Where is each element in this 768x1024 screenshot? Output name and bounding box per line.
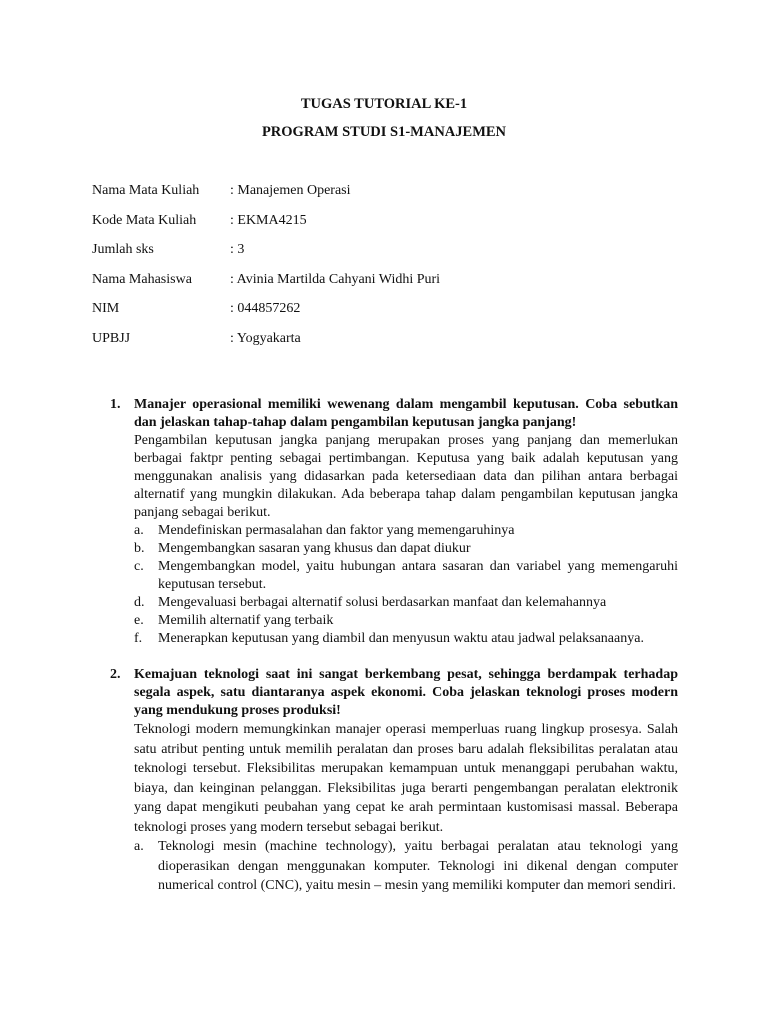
option-text: Mendefiniskan permasalahan dan faktor yang memengaruhinya [158, 523, 515, 538]
option-letter: c. [134, 559, 144, 574]
question-number: 1. [110, 397, 121, 412]
info-label: Nama Mata Kuliah [92, 183, 200, 198]
info-value: : EKMA4215 [230, 212, 307, 228]
document-title: TUGAS TUTORIAL KE-1 [300, 96, 468, 112]
question-number: 2. [110, 667, 121, 682]
answer-text: Pengambilan keputusan jangka panjang merupakan proses yang panjang dan memerlukan berbagai faktpr penting sebagai pertimbangan. Keputusa yang baik adalah keputusan yang menggunakan analisis yang didasarkan pada ketersediaan data dan pilihan antara berbagai alternatif yang mungkin dilakukan. Ada beberapa tahap dalam pengambilan keputusan jangka panjang sebagai berikut. [134, 433, 678, 520]
option-item [134, 558, 678, 594]
option-text: Teknologi mesin (machine technology), yaitu berbagai peralatan atau teknologi yang dioperasikan dengan menggunakan komputer. Teknologi ini dikenal dengan computer numerical control (CNC), yaitu mesin – mesin yang memiliki komputer dan memori sendiri. [158, 839, 678, 893]
option-text: Mengembangkan model, yaitu hubungan antara sasaran dan variabel yang memengaruhi keputusan tersebut. [158, 559, 678, 592]
info-label: UPBJJ [92, 330, 131, 346]
question-text: Manajer operasional memiliki wewenang dalam mengambil keputusan. Coba sebutkan dan jelaskan tahap-tahap dalam pengambilan keputusan jangka panjang! [134, 397, 678, 430]
option-text: Menerapkan keputusan yang diambil dan menyusun waktu atau jadwal pelaksanaanya. [158, 631, 644, 646]
info-row [92, 182, 692, 212]
option-letter: e. [134, 613, 144, 628]
option-text: Memilih alternatif yang terbaik [158, 613, 334, 628]
option-text: Mengevaluasi berbagai alternatif solusi berdasarkan manfaat dan kelemahannya [158, 595, 607, 610]
info-label: NIM [92, 301, 120, 316]
info-label: Nama Mahasiswa [92, 271, 192, 287]
info-row [92, 212, 692, 242]
info-value: : Yogyakarta [230, 330, 301, 346]
info-value: : Manajemen Operasi [230, 183, 351, 198]
option-letter: a. [134, 523, 144, 538]
student-info [92, 182, 692, 359]
document-subtitle: PROGRAM STUDI S1-MANAJEMEN [261, 124, 507, 140]
option-letter: f. [134, 631, 143, 646]
option-item [134, 837, 678, 896]
question-text: Kemajuan teknologi saat ini sangat berkembang pesat, sehingga berdampak terhadap segala aspek, satu diantaranya aspek ekonomi. Coba jelaskan teknologi proses modern yang mendukung proses produksi! [134, 667, 678, 718]
info-label: Jumlah sks [92, 242, 154, 257]
info-value: : 044857262 [230, 301, 301, 316]
info-row [92, 330, 692, 360]
info-row [92, 271, 692, 301]
info-value: : 3 [230, 242, 245, 257]
option-item [134, 540, 678, 558]
answer-options [134, 522, 678, 648]
option-letter: d. [134, 595, 145, 610]
answer-options [134, 837, 678, 896]
info-value: : Avinia Martilda Cahyani Widhi Puri [230, 271, 441, 287]
option-item [134, 594, 678, 612]
info-row [92, 300, 692, 330]
info-row [92, 241, 692, 271]
question-list [110, 396, 678, 896]
option-text: Mengembangkan sasaran yang khusus dan dapat diukur [158, 541, 471, 556]
info-label: Kode Mata Kuliah [92, 212, 197, 228]
answer-text: Teknologi modern memungkinkan manajer operasi memperluas ruang lingkup prosesya. Salah satu atribut penting untuk memilih peralatan dan proses baru adalah fleksibilitas peralatan atau teknologi tersebut. Fleksibilitas merupakan kemampuan untuk menanggapi perubahan waktu, biaya, dan keinginan pelanggan. Fleksibilitas juga berarti pengembangan peralatan elektronik yang dapat mengikuti peubahan yang cepat ke arah permintaan kustomisasi massal. Beberapa teknologi proses yang modern tersebut sebagai berikut. [134, 722, 678, 835]
option-item [134, 630, 678, 648]
option-letter: b. [134, 541, 145, 556]
option-letter: a. [134, 839, 144, 854]
question-item [110, 396, 678, 648]
option-item [134, 612, 678, 630]
question-item [110, 666, 678, 896]
option-item [134, 522, 678, 540]
